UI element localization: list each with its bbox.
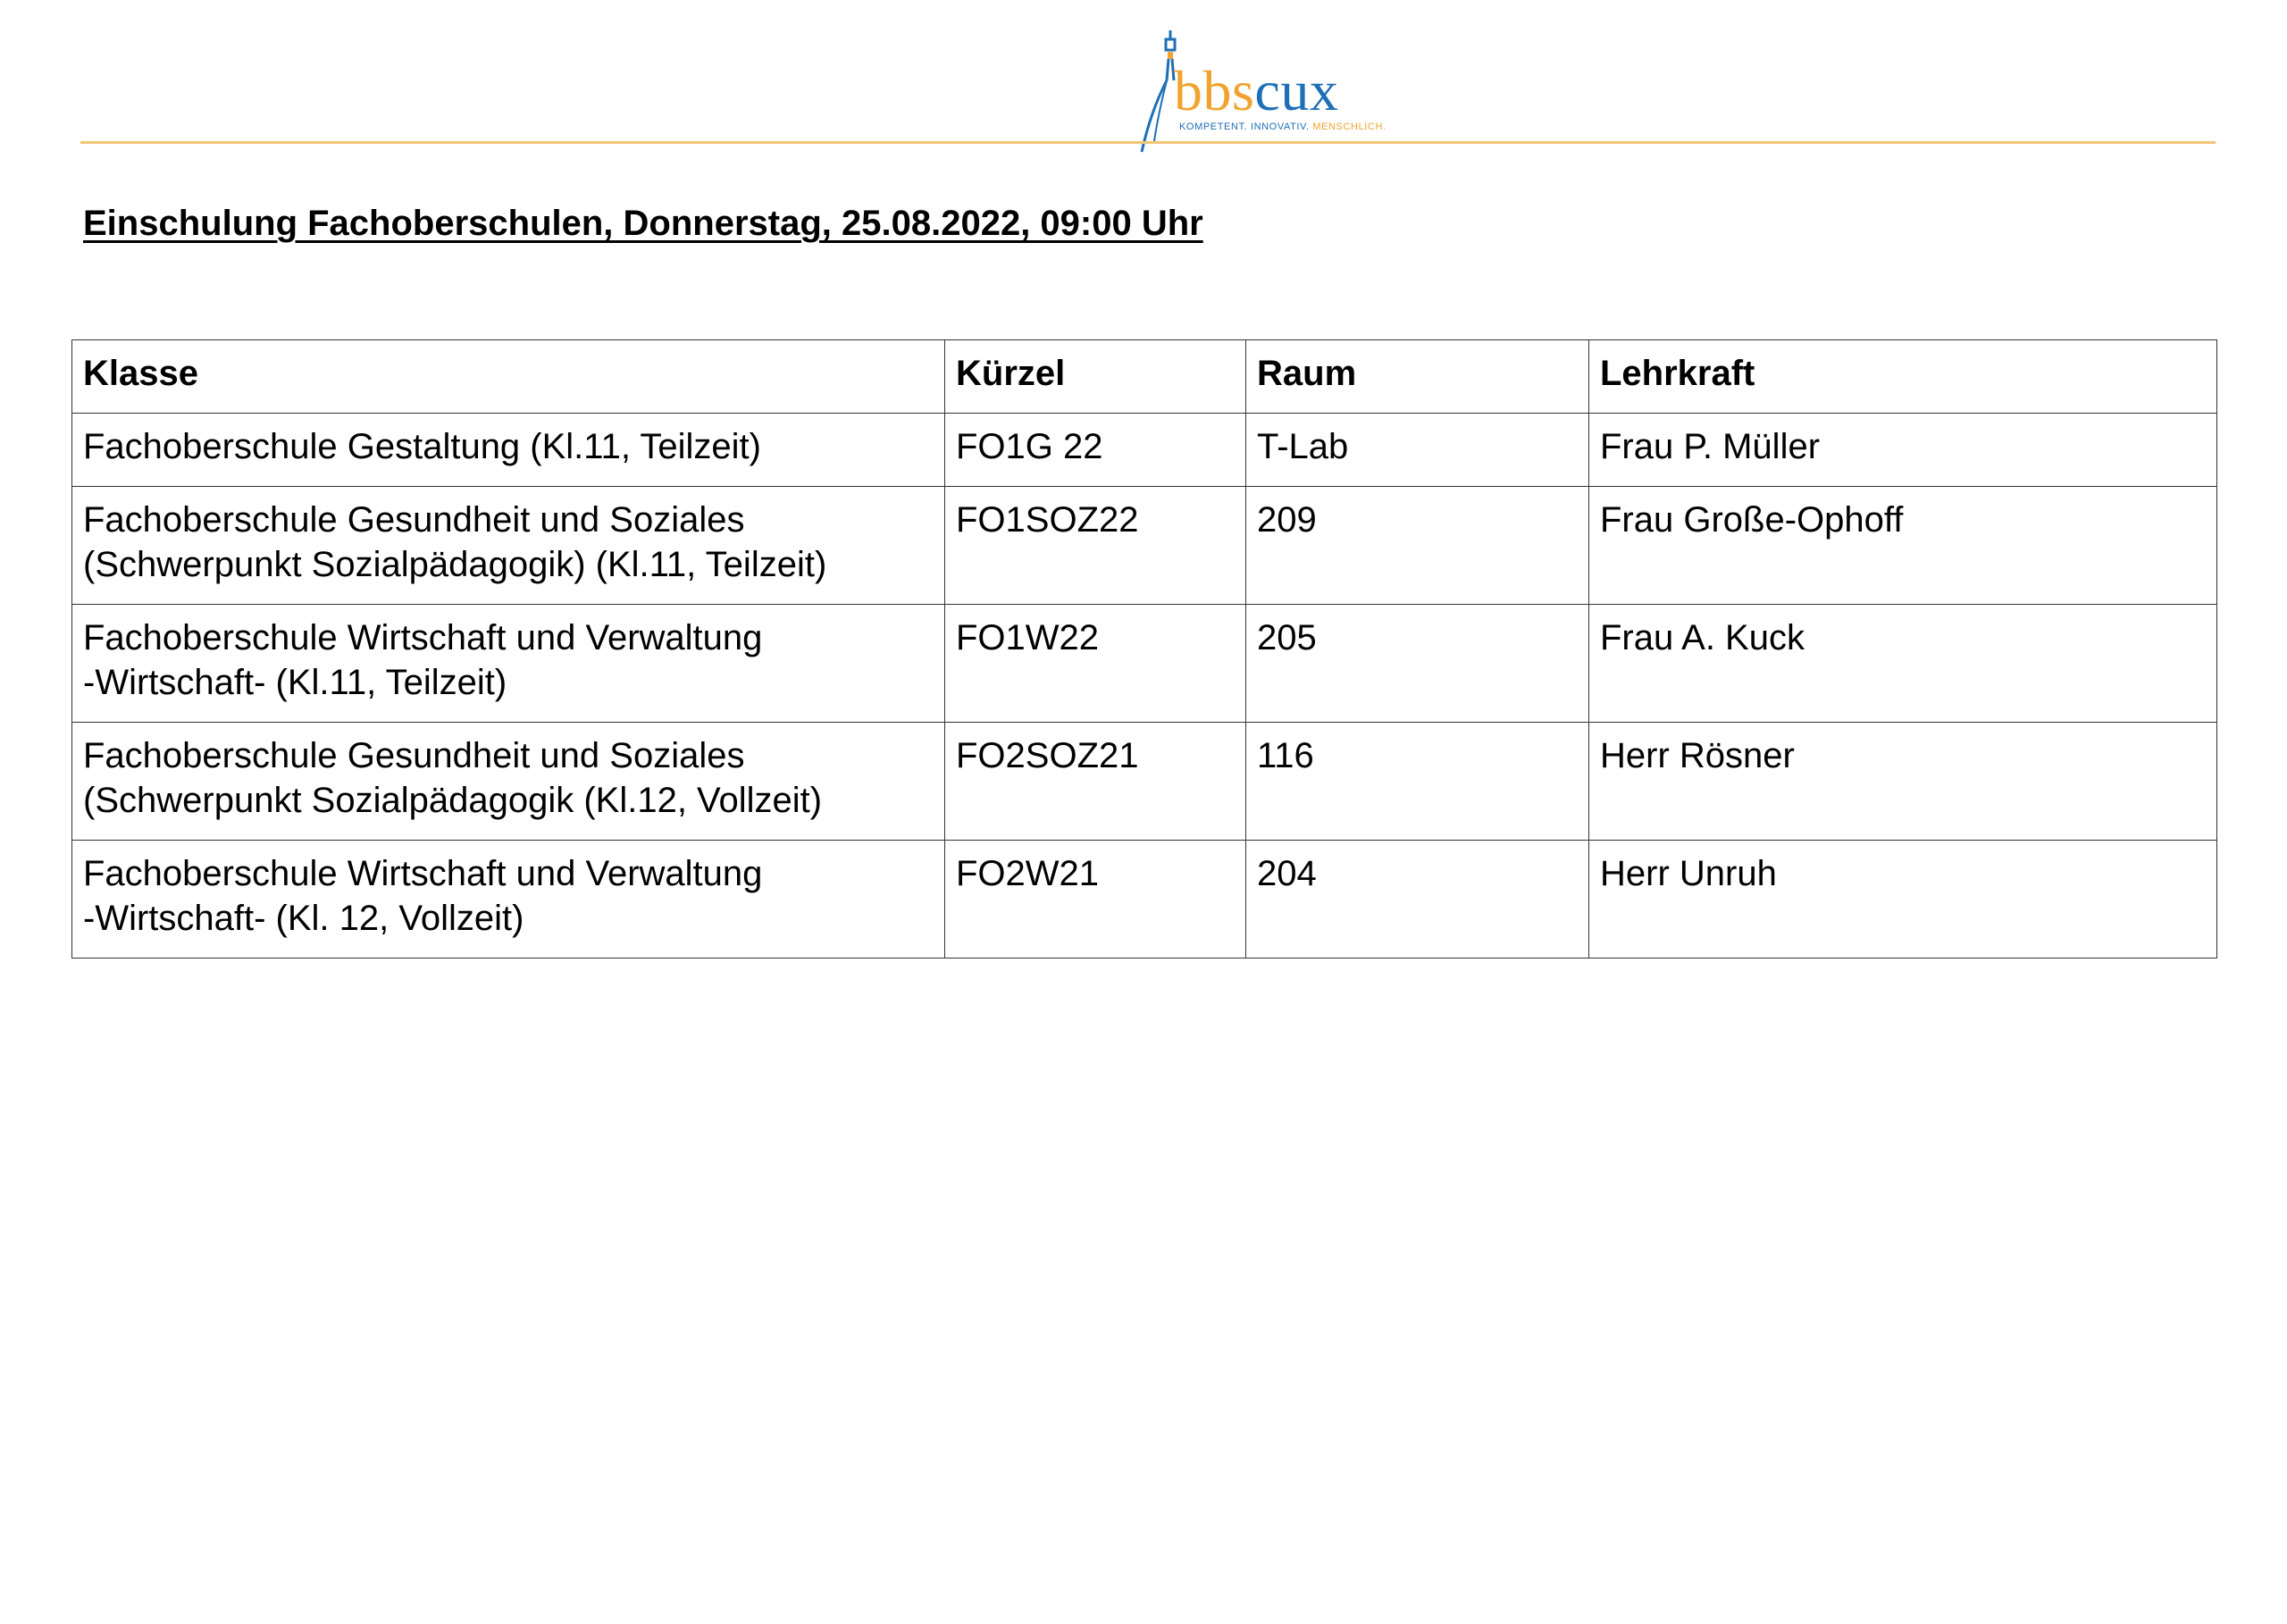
klasse-line-2: (Schwerpunkt Sozialpädagogik (Kl.12, Vollzeit) xyxy=(83,781,823,820)
table-row xyxy=(72,414,2217,487)
cell-kuerzel: FO1W22 xyxy=(945,605,1246,723)
klasse-line-1: Fachoberschule Wirtschaft und Verwaltung xyxy=(83,854,763,893)
table-row xyxy=(72,605,2217,723)
cell-klasse xyxy=(72,723,945,841)
logo-tagline-main: KOMPETENT. INNOVATIV. xyxy=(1179,121,1313,132)
cell-kuerzel: FO1SOZ22 xyxy=(945,487,1246,605)
logo-tagline xyxy=(1179,121,1386,132)
cell-lehrkraft: Frau Große-Ophoff xyxy=(1589,487,2217,605)
cell-raum: 204 xyxy=(1246,841,1589,958)
enrollment-table xyxy=(71,339,2217,958)
header-raum: Raum xyxy=(1246,340,1589,414)
klasse-line-1: Fachoberschule Gestaltung (Kl.11, Teilzeit) xyxy=(83,427,761,466)
header-divider xyxy=(80,141,2216,144)
page-title: Einschulung Fachoberschulen, Donnerstag, 25.08.2022, 09:00 Uhr xyxy=(83,204,1203,243)
cell-lehrkraft: Frau P. Müller xyxy=(1589,414,2217,487)
logo-word-cux: cux xyxy=(1254,59,1339,122)
cell-kuerzel: FO2W21 xyxy=(945,841,1246,958)
logo-word-bbs: bbs xyxy=(1174,59,1255,122)
logo-wordmark xyxy=(1174,59,1339,122)
cell-kuerzel: FO2SOZ21 xyxy=(945,723,1246,841)
cell-lehrkraft: Frau A. Kuck xyxy=(1589,605,2217,723)
klasse-line-2: -Wirtschaft- (Kl.11, Teilzeit) xyxy=(83,663,507,702)
cell-kuerzel: FO1G 22 xyxy=(945,414,1246,487)
klasse-line-1: Fachoberschule Gesundheit und Soziales xyxy=(83,500,745,540)
cell-klasse xyxy=(72,487,945,605)
cell-raum: T-Lab xyxy=(1246,414,1589,487)
header-kuerzel: Kürzel xyxy=(945,340,1246,414)
cell-raum: 116 xyxy=(1246,723,1589,841)
table-row xyxy=(72,487,2217,605)
cell-raum: 209 xyxy=(1246,487,1589,605)
klasse-line-2: -Wirtschaft- (Kl. 12, Vollzeit) xyxy=(83,899,524,938)
cell-lehrkraft: Herr Unruh xyxy=(1589,841,2217,958)
bbscux-logo xyxy=(1133,27,1386,156)
cell-klasse xyxy=(72,414,945,487)
header-klasse: Klasse xyxy=(72,340,945,414)
cell-raum: 205 xyxy=(1246,605,1589,723)
header-lehrkraft: Lehrkraft xyxy=(1589,340,2217,414)
table-row xyxy=(72,841,2217,958)
klasse-line-1: Fachoberschule Gesundheit und Soziales xyxy=(83,736,745,775)
table-row xyxy=(72,723,2217,841)
klasse-line-2: (Schwerpunkt Sozialpädagogik) (Kl.11, Teilzeit) xyxy=(83,545,827,584)
table-header-row xyxy=(72,340,2217,414)
cell-klasse xyxy=(72,841,945,958)
cell-lehrkraft: Herr Rösner xyxy=(1589,723,2217,841)
cell-klasse xyxy=(72,605,945,723)
logo-tagline-accent: MENSCHLICH. xyxy=(1312,121,1386,132)
klasse-line-1: Fachoberschule Wirtschaft und Verwaltung xyxy=(83,618,763,657)
